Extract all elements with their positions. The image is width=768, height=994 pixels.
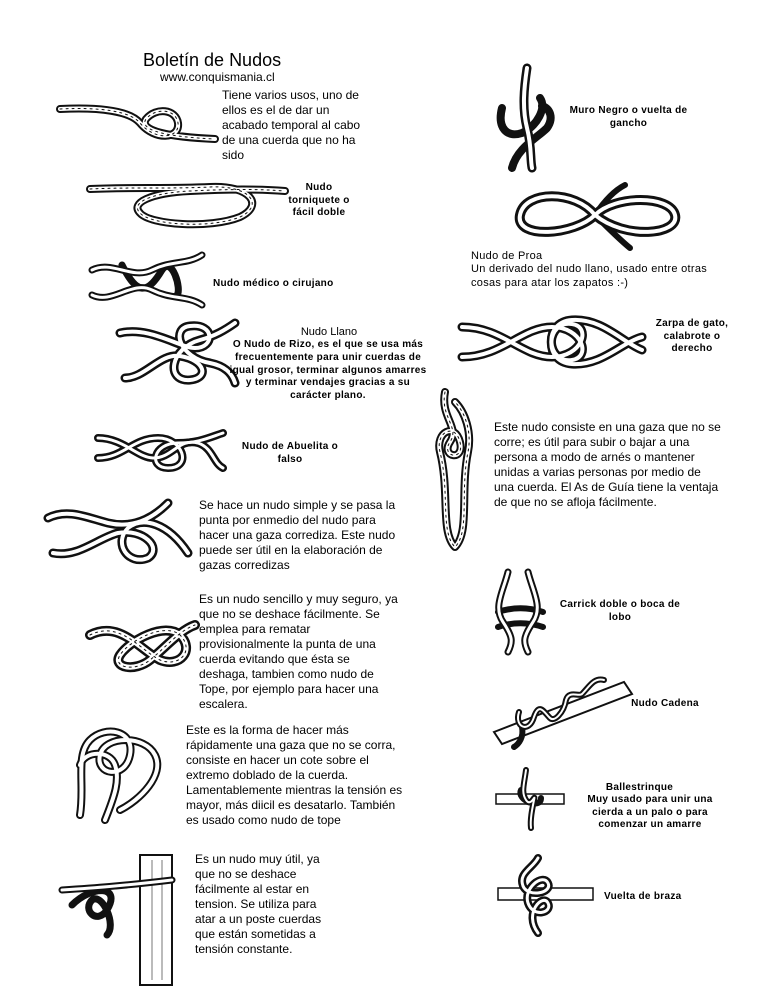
slip-knot-illustration bbox=[48, 498, 198, 568]
cow-hitch-illustration bbox=[488, 572, 548, 652]
rolling-hitch-illustration bbox=[498, 858, 598, 938]
clove-hitch-title: Ballestrinque bbox=[605, 782, 674, 793]
bowline-illustration bbox=[420, 392, 490, 552]
square-knot-illustration bbox=[120, 318, 240, 388]
loop-knot-illustration bbox=[60, 715, 180, 825]
square-knot-title: Nudo Llano bbox=[300, 326, 358, 338]
tourniquet-knot-illustration bbox=[90, 175, 290, 235]
square-knot-description: O Nudo de Rizo, es el que se usa más frecuentemente para unir cuerdas de igual grosor, terminar algunos amarres y terminar vendajes gracias a su carácter plano. bbox=[229, 339, 427, 402]
clove-hitch-illustration bbox=[496, 770, 566, 830]
figure-eight-knot-illustration bbox=[90, 610, 200, 675]
clove-hitch-description: Muy usado para unir una cierda a un palo o para comenzar un amarre bbox=[587, 794, 713, 830]
carrick-bend-illustration bbox=[462, 312, 647, 372]
tourniquet-knot-label: Nudo torniquete o fácil doble bbox=[288, 182, 350, 218]
chain-knot-illustration bbox=[494, 672, 634, 747]
overhand-knot-illustration bbox=[60, 95, 220, 155]
website-link[interactable]: www.conquismania.cl bbox=[160, 70, 275, 84]
surgeons-knot-label: Nudo médico o cirujano bbox=[213, 278, 334, 289]
page-title: Boletín de Nudos bbox=[143, 50, 282, 70]
post-shape bbox=[140, 855, 172, 985]
surgeons-knot-illustration bbox=[92, 250, 212, 310]
bow-knot-illustration bbox=[505, 180, 685, 250]
rolling-hitch-label: Vuelta de braza bbox=[604, 891, 682, 902]
figure-eight-knot-description: Es un nudo sencillo y muy seguro, ya que no se deshace fácilmente. Se emplea para rematar provisionalmente la punta de una cuerda evitando que ésta se deshaga, tambien como nudo de Tope, por ejemplo para hacer una escalera. bbox=[199, 592, 398, 711]
bowline-description: Este nudo consiste en una gaza que no se corre; es útil para subir o bajar a una persona a modo de arnés o mantener unidas a varias personas por medio de una cuerda. El As de Guía tiene la ventaja de que no se afloja fácilmente. bbox=[494, 420, 721, 509]
carrick-bend-label: Zarpa de gato, calabrote o derecho bbox=[655, 318, 729, 354]
bow-knot-title: Nudo de Proa bbox=[471, 250, 543, 262]
loop-knot-description: Este es la forma de hacer más rápidamente una gaza que no se corra, consiste en hacer un cote sobre el extremo doblado de la cuerda. Lamentablemente mientras la tensión es mayor, más diicil es desatarlo. También es usado como nudo de tope bbox=[186, 723, 403, 827]
cow-hitch-label: Carrick doble o boca de lobo bbox=[559, 599, 681, 623]
granny-knot-illustration bbox=[98, 428, 228, 478]
granny-knot-label: Nudo de Abuelita o falso bbox=[241, 441, 339, 465]
timber-hitch-description: Es un nudo muy útil, ya que no se deshace fácilmente al estar en tension. Se utiliza para atar a un poste cuerdas que están sometidas a tensión constante. bbox=[195, 852, 322, 956]
chain-knot-label: Nudo Cadena bbox=[631, 698, 699, 709]
slip-knot-description: Se hace un nudo simple y se pasa la punta por enmedio del nudo para hacer una gaza corrediza. Este nudo puede ser útil en la elaboración de gazas corredizas bbox=[199, 498, 396, 572]
timber-hitch-illustration bbox=[62, 850, 192, 990]
bow-knot-description: Un derivado del nudo llano, usado entre otras cosas para atar los zapatos :-) bbox=[471, 263, 708, 289]
blackwall-hitch-illustration bbox=[492, 68, 562, 168]
blackwall-hitch-label: Muro Negro o vuelta de gancho bbox=[569, 105, 688, 129]
overhand-knot-description: Tiene varios usos, uno de ellos es el de dar un acabado temporal al cabo de una cuerda que no ha sido bbox=[222, 88, 361, 162]
